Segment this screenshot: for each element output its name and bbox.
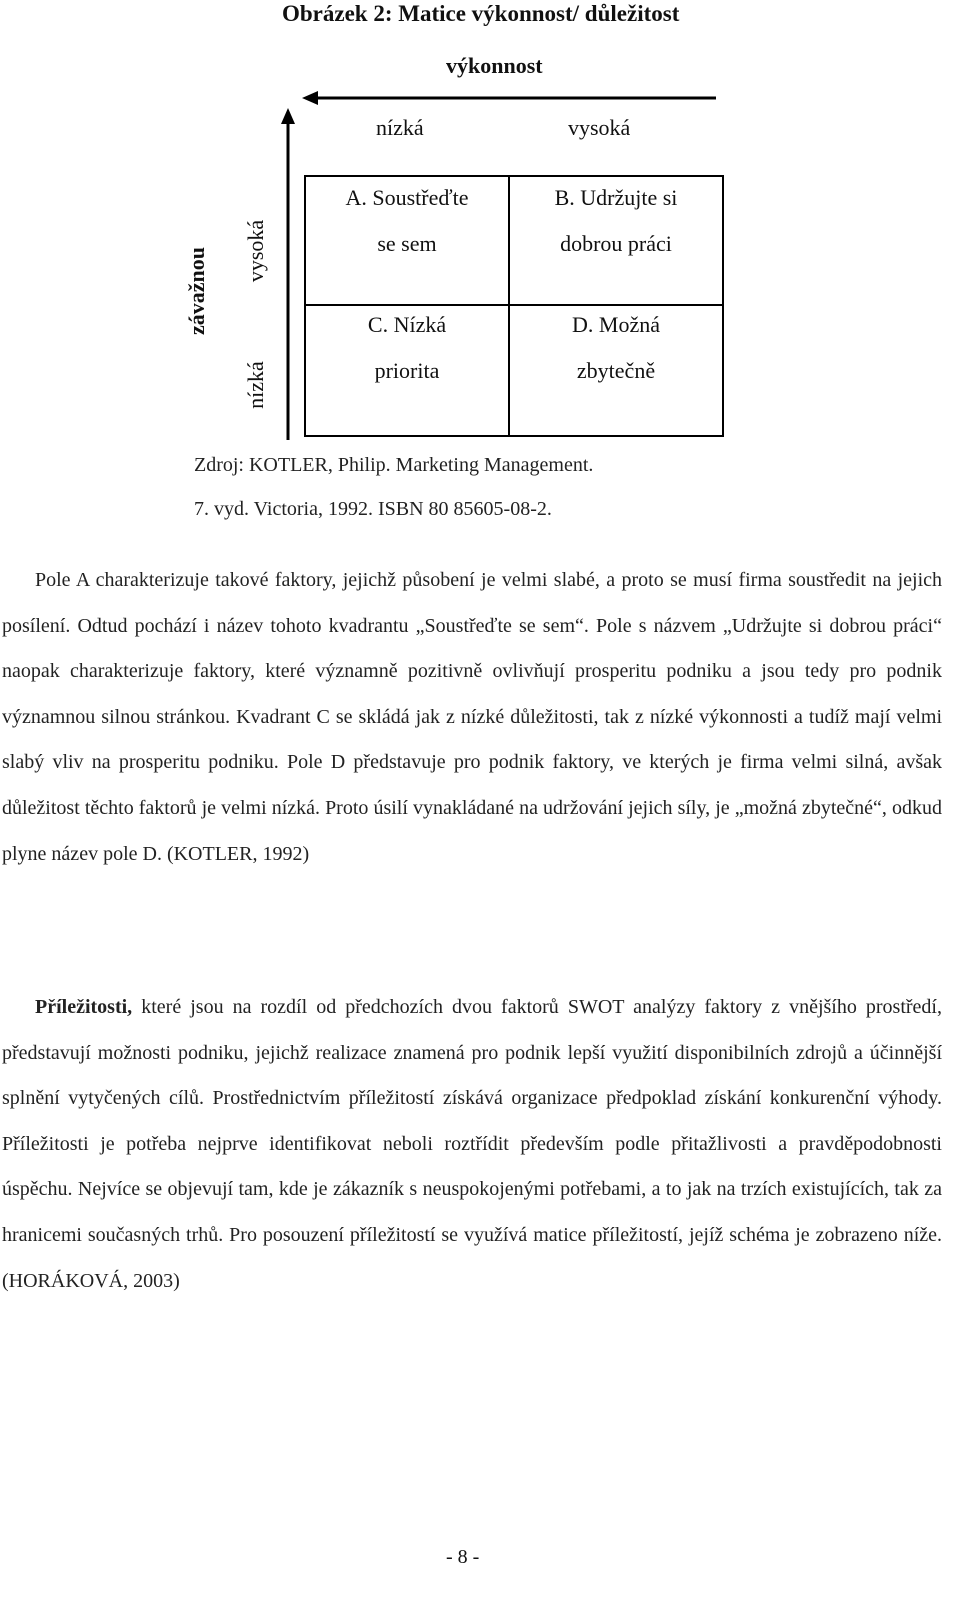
paragraph-quadrants-text: Pole A charakterizuje takové faktory, jejichž působení je velmi slabé, a proto se musí firma soustředit na jejich posílení. Odtud pochází i název tohoto kvadrantu „Soustřeďte se sem“. Pole s názvem „Udržujte si dobrou práci“ naopak charakterizuje faktory, které významně pozitivně ovlivňují prosperitu podniku a jsou tedy pro podnik významnou silnou stránkou. Kvadrant C se skládá jak z nízké důležitosti, tak z nízké výkonnosti a tudíž mají velmi slabý vliv na prosperitu podniku. Pole D představuje pro podnik faktory, ve kterých je firma velmi silná, avšak důležitost těchto faktorů je velmi nízká. Proto úsilí vynakládané na udržování jejich síly, je „možná zbytečné“, odkud plyne název pole D. (KOTLER, 1992) xyxy=(2,569,942,865)
x-axis-arrowhead xyxy=(302,91,318,105)
quadrant-b-line2: dobrou práci xyxy=(560,231,672,256)
y-axis-arrowhead xyxy=(281,108,295,124)
column-label-low: nízká xyxy=(376,115,424,140)
paragraph-opportunities-text: které jsou na rozdíl od předchozích dvou faktorů SWOT analýzy faktory z vnějšího prostředí, představují možnosti podniku, jejichž realizace znamená pro podnik lepší využití disponibilních zdrojů a účinnější splnění vytyčených cílů. Prostřednictvím příležitostí získává organizace předpoklad získání konkurenční výhody. Příležitosti je potřeba nejprve identifikovat neboli roztřídit především podle přitažlivosti a pravděpodobnosti úspěchu. Nejvíce se objevují tam, kde je zákazník s neuspokojenými potřebami, a to jak na trzích existujících, tak za hranicemi současných trhů. Pro posouzení příležitostí se využívá matice příležitostí, jejíž schéma je zobrazeno níže. (HORÁKOVÁ, 2003) xyxy=(2,996,942,1292)
row-label-high: vysoká xyxy=(243,219,268,283)
quadrant-d-line2: zbytečně xyxy=(576,358,656,383)
row-label-low: nízká xyxy=(243,361,268,409)
x-axis-label: výkonnost xyxy=(446,53,543,78)
figure-source-line2: 7. vyd. Victoria, 1992. ISBN 80 85605-08-2. xyxy=(194,498,552,520)
paragraph-opportunities xyxy=(2,985,942,1304)
figure-source-line1: Zdroj: KOTLER, Philip. Marketing Management. xyxy=(194,454,594,476)
quadrant-a-line1: A. Soustřeďte xyxy=(345,185,469,210)
quadrant-a xyxy=(306,175,508,267)
y-axis-label: závažnou xyxy=(184,247,209,335)
column-label-high: vysoká xyxy=(568,115,631,140)
figure-title: Obrázek 2: Matice výkonnost/ důležitost xyxy=(282,1,680,26)
quadrant-c-line1: C. Nízká xyxy=(367,312,447,337)
quadrant-a-line2: se sem xyxy=(377,231,437,256)
page-number: - 8 - xyxy=(446,1546,480,1568)
quadrant-d-line1: D. Možná xyxy=(572,312,660,337)
quadrant-b xyxy=(510,175,722,267)
opportunities-term: Příležitosti, xyxy=(35,996,133,1018)
quadrant-b-line1: B. Udržujte si xyxy=(554,185,678,210)
paragraph-quadrants xyxy=(2,558,942,877)
quadrant-c-line2: priorita xyxy=(374,358,440,383)
quadrant-c xyxy=(306,302,508,394)
quadrant-d xyxy=(510,302,722,394)
